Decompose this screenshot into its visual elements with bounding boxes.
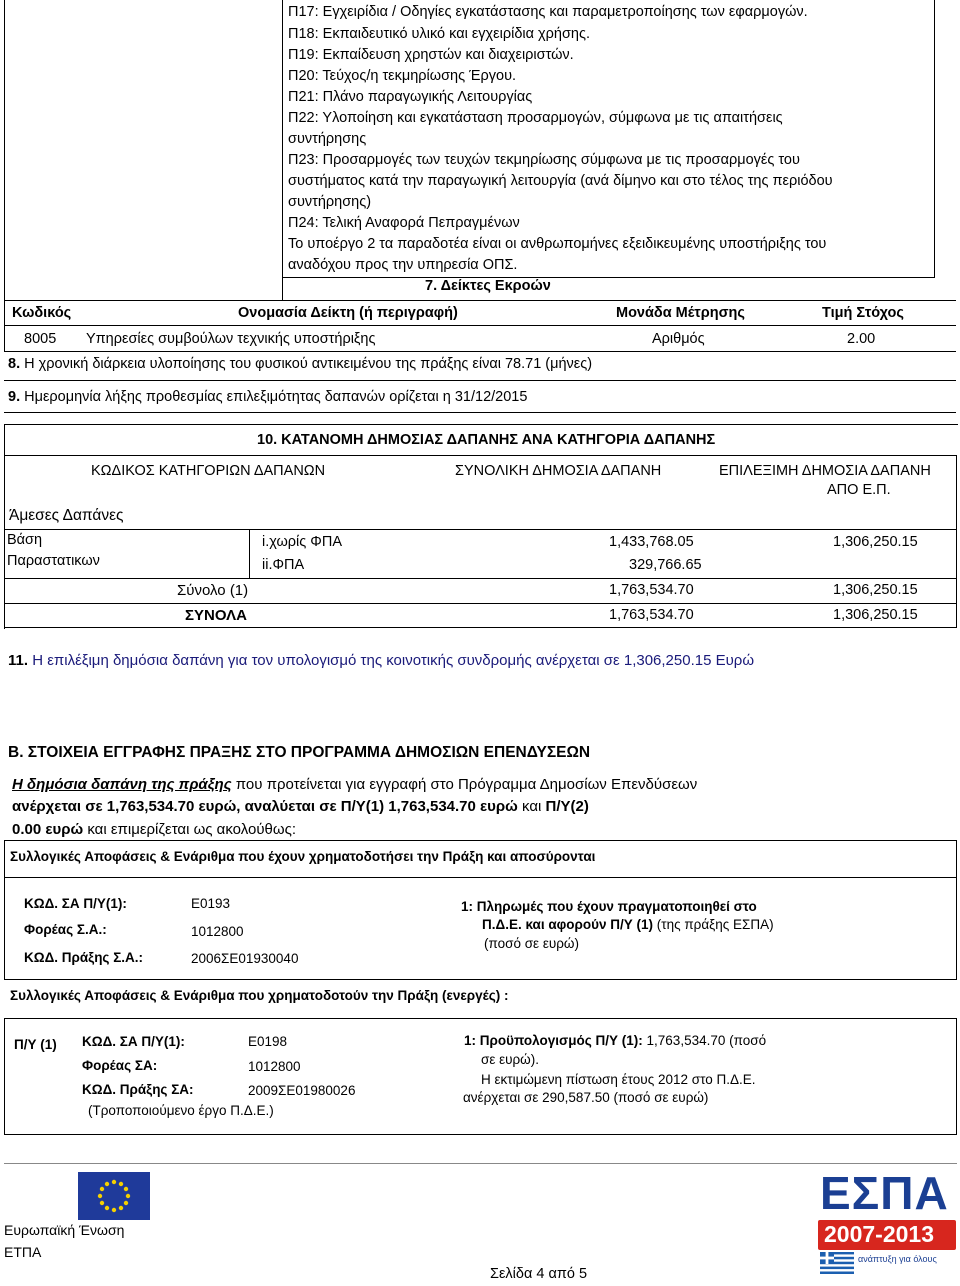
section-b-p2 bbox=[12, 798, 589, 815]
allocation-title: 10. ΚΑΤΑΝΟΜΗ ΔΗΜΟΣΙΑΣ ΔΑΠΑΝΗΣ ΑΝΑ ΚΑΤΗΓΟΡΙΑ ΔΑΠΑΝΗΣ bbox=[257, 432, 716, 448]
deliverable-line: Π17: Εγχειρίδια / Οδηγίες εγκατάστασης και παραμετροποίησης των εφαρμογών. bbox=[288, 4, 808, 20]
deliverable-line: συντήρησης bbox=[288, 131, 367, 147]
page-number: Σελίδα 4 από 5 bbox=[490, 1266, 588, 1282]
divider bbox=[4, 979, 957, 980]
budget-label: 1: Προϋπολογισμός Π/Υ (1): bbox=[464, 1033, 643, 1048]
espa-years: 2007-2013 bbox=[824, 1221, 934, 1247]
divider bbox=[4, 529, 957, 530]
section-b-p3-b: και επιμερίζεται ως ακολούθως: bbox=[83, 821, 296, 838]
financed-title: Συλλογικές Αποφάσεις & Ενάριθμα που έχουν χρηματοδοτήσει την Πράξη και αποσύρονται bbox=[10, 849, 596, 864]
divider bbox=[4, 1018, 5, 1135]
payments-line-2a: Π.Δ.Ε. και αφορούν Π/Υ (1) bbox=[482, 917, 654, 932]
totals-total: 1,763,534.70 bbox=[609, 607, 694, 623]
divider bbox=[4, 840, 5, 980]
divider bbox=[4, 455, 957, 456]
payments-line-3: (ποσό σε ευρώ) bbox=[484, 936, 579, 951]
basis-label-1: Βάση bbox=[7, 532, 43, 548]
row1-eligible: 1,306,250.15 bbox=[833, 534, 918, 550]
row2-label: ii.ΦΠΑ bbox=[262, 557, 305, 573]
financed-sa-value: Ε0193 bbox=[191, 896, 231, 911]
payments-line-1: 1: Πληρωμές που έχουν πραγματοποιηθεί στο bbox=[461, 899, 757, 914]
row1-total: 1,433,768.05 bbox=[609, 534, 694, 550]
divider bbox=[4, 840, 957, 841]
subtotal-total: 1,763,534.70 bbox=[609, 582, 694, 598]
espa-logo bbox=[818, 1167, 956, 1284]
deadline-number: 9. bbox=[8, 389, 21, 405]
divider bbox=[4, 877, 957, 878]
header-code: Κωδικός bbox=[12, 305, 72, 321]
eligible-number: 11. bbox=[8, 652, 29, 669]
indicators-header-row bbox=[4, 300, 956, 326]
divider bbox=[4, 578, 957, 579]
divider bbox=[956, 455, 957, 628]
active-sa-label: ΚΩΔ. ΣΑ Π/Υ(1): bbox=[82, 1034, 185, 1049]
divider bbox=[4, 380, 956, 381]
deliverable-line: Το υποέργο 2 τα παραδοτέα είναι οι ανθρωπομήνες εξειδικευμένης υποστήριξης του bbox=[288, 236, 827, 252]
allocation-col2: ΣΥΝΟΛΙΚΗ ΔΗΜΟΣΙΑ ΔΑΠΑΝΗ bbox=[455, 463, 662, 479]
divider bbox=[4, 351, 956, 352]
indicator-target: 2.00 bbox=[847, 331, 876, 347]
divider bbox=[4, 1134, 957, 1135]
financed-body-label: Φορέας Σ.Α.: bbox=[24, 922, 107, 937]
active-code-label: ΚΩΔ. Πράξης ΣΑ: bbox=[82, 1082, 194, 1097]
eligible-text: Η επιλέξιμη δημόσια δαπάνη για τον υπολογισμό της κοινοτικής συνδρομής ανέρχεται σε 1,306,250.15 Ευρώ bbox=[32, 652, 755, 669]
deliverables-list bbox=[288, 0, 943, 276]
deliverable-line: Π18: Εκπαιδευτικό υλικό και εγχειρίδια χρήσης. bbox=[288, 26, 590, 42]
section-b-p1 bbox=[12, 776, 697, 793]
divider bbox=[4, 0, 5, 300]
financed-body-value: 1012800 bbox=[191, 924, 244, 939]
active-note: (Τροποποιούμενο έργο Π.Δ.Ε.) bbox=[88, 1103, 274, 1118]
allocation-col1: ΚΩΔΙΚΟΣ ΚΑΤΗΓΟΡΙΩΝ ΔΑΠΑΝΩΝ bbox=[91, 463, 326, 479]
budget-line-3: Η εκτιμώμενη πίστωση έτους 2012 στο Π.Δ.Ε. bbox=[481, 1072, 756, 1087]
subtotal-label: Σύνολο (1) bbox=[177, 582, 249, 599]
indicator-unit: Αριθμός bbox=[652, 331, 705, 347]
section-b-p2-c: Π/Υ(2) bbox=[545, 798, 589, 815]
deliverable-line: Π24: Τελική Αναφορά Πεπραγμένων bbox=[288, 215, 520, 231]
header-target: Τιμή Στόχος bbox=[822, 305, 904, 321]
erdf-label: ΕΤΠΑ bbox=[4, 1244, 42, 1260]
financed-sa-label: ΚΩΔ. ΣΑ Π/Υ(1): bbox=[24, 896, 127, 911]
divider bbox=[4, 300, 5, 352]
section-b-p1-emphasis: Η δημόσια δαπάνη της πράξης bbox=[12, 776, 232, 793]
divider bbox=[956, 840, 957, 980]
direct-costs-label: Άμεσες Δαπάνες bbox=[9, 507, 124, 524]
active-body-value: 1012800 bbox=[248, 1059, 301, 1074]
payments-line-2b: (της πράξης ΕΣΠΑ) bbox=[653, 917, 774, 932]
row2-total: 329,766.65 bbox=[629, 557, 702, 573]
row1-label: i.χωρίς ΦΠΑ bbox=[262, 534, 342, 550]
divider bbox=[4, 412, 956, 413]
footer-divider bbox=[4, 1163, 957, 1164]
divider bbox=[282, 0, 283, 300]
deliverable-line: Π23: Προσαρμογές των τευχών τεκμηρίωσης σύμφωνα με τις προσαρμογές του bbox=[288, 152, 800, 168]
duration-line bbox=[8, 356, 592, 372]
section-b-p1-rest: που προτείνεται για εγγραφή στο Πρόγραμμα Δημοσίων Επενδύσεων bbox=[231, 776, 698, 793]
indicator-row bbox=[4, 328, 956, 350]
divider bbox=[4, 1018, 957, 1019]
indicators-title: 7. Δείκτες Εκροών bbox=[425, 278, 551, 294]
section-b-p3-a: 0.00 ευρώ bbox=[12, 821, 84, 838]
active-body-label: Φορέας ΣΑ: bbox=[82, 1058, 158, 1073]
divider bbox=[249, 529, 250, 579]
allocation-col3a: ΕΠΙΛΕΞΙΜΗ ΔΗΜΟΣΙΑ ΔΑΠΑΝΗ bbox=[719, 463, 931, 479]
deliverable-line: Π21: Πλάνο παραγωγικής Λειτουργίας bbox=[288, 89, 533, 105]
eu-label: Ευρωπαϊκή Ένωση bbox=[4, 1222, 125, 1238]
header-unit: Μονάδα Μέτρησης bbox=[616, 305, 745, 321]
header-name: Ονομασία Δείκτη (ή περιγραφή) bbox=[238, 305, 458, 321]
active-title: Συλλογικές Αποφάσεις & Ενάριθμα που χρηματοδοτούν την Πράξη (ενεργές) : bbox=[10, 988, 509, 1003]
divider bbox=[956, 1018, 957, 1135]
deliverable-line: Π20: Τεύχος/η τεκμηρίωσης Έργου. bbox=[288, 68, 517, 84]
allocation-col3b: ΑΠΟ Ε.Π. bbox=[827, 482, 891, 498]
espa-logo-text: ΕΣΠΑ bbox=[820, 1167, 949, 1219]
deliverable-line: συντήρησης) bbox=[288, 194, 372, 210]
duration-text: Η χρονική διάρκεια υλοποίησης του φυσικού αντικειμένου της πράξης είναι 78.71 (μήνες) bbox=[24, 356, 593, 372]
section-b-p2-b: και bbox=[517, 798, 546, 815]
basis-label-2: Παραστατικων bbox=[7, 553, 100, 569]
section-b-title: Β. ΣΤΟΙΧΕΙΑ ΕΓΓΡΑΦΗΣ ΠΡΑΞΗΣ ΣΤΟ ΠΡΟΓΡΑΜΜΑ ΔΗΜΟΣΙΩΝ ΕΠΕΝΔΥΣΕΩΝ bbox=[8, 744, 591, 761]
active-sa-value: Ε0198 bbox=[248, 1034, 288, 1049]
financed-code-value: 2006ΣΕ01930040 bbox=[191, 951, 299, 966]
indicator-code: 8005 bbox=[24, 331, 57, 347]
deliverable-line: Π22: Υλοποίηση και εγκατάσταση προσαρμογών, σύμφωνα με τις απαιτήσεις bbox=[288, 110, 783, 126]
duration-number: 8. bbox=[8, 356, 21, 372]
greek-flag-icon bbox=[820, 1252, 854, 1274]
deliverable-line: συστήματος κατά την παραγωγική λειτουργία (ανά δίμηνο και στο τέλος της περιόδου bbox=[288, 173, 833, 189]
deliverable-line: αναδόχου προς την υπηρεσία ΟΠΣ. bbox=[288, 257, 518, 273]
divider bbox=[4, 603, 957, 604]
budget-line-2: σε ευρώ). bbox=[481, 1052, 539, 1067]
totals-label: ΣΥΝΟΛΑ bbox=[185, 607, 247, 624]
budget-line-1 bbox=[464, 1033, 766, 1048]
payments-line-2 bbox=[482, 917, 774, 932]
active-code-value: 2009ΣΕ01980026 bbox=[248, 1083, 356, 1098]
eu-flag-icon bbox=[78, 1172, 150, 1220]
deadline-text: Ημερομηνία λήξης προθεσμίας επιλεξιμότητας δαπανών ορίζεται η 31/12/2015 bbox=[24, 389, 528, 405]
section-b-p2-a: ανέρχεται σε 1,763,534.70 ευρώ, αναλύεται σε Π/Υ(1) 1,763,534.70 ευρώ bbox=[12, 798, 518, 815]
indicator-name: Υπηρεσίες συμβούλων τεχνικής υποστήριξης bbox=[86, 331, 376, 347]
totals-eligible: 1,306,250.15 bbox=[833, 607, 918, 623]
subtotal-eligible: 1,306,250.15 bbox=[833, 582, 918, 598]
divider bbox=[282, 277, 934, 278]
active-py: Π/Υ (1) bbox=[14, 1037, 57, 1052]
deliverable-line: Π19: Εκπαίδευση χρηστών και διαχειριστών. bbox=[288, 47, 574, 63]
espa-slogan: ανάπτυξη για όλους bbox=[858, 1254, 937, 1264]
budget-value: 1,763,534.70 (ποσό bbox=[642, 1033, 767, 1048]
divider bbox=[934, 0, 935, 278]
financed-code-label: ΚΩΔ. Πράξης Σ.Α.: bbox=[24, 950, 144, 965]
budget-line-4: ανέρχεται σε 290,587.50 (ποσό σε ευρώ) bbox=[463, 1090, 709, 1105]
section-b-p3 bbox=[12, 821, 296, 838]
deadline-line bbox=[8, 389, 527, 405]
divider bbox=[4, 627, 957, 628]
eligible-line bbox=[8, 652, 754, 669]
